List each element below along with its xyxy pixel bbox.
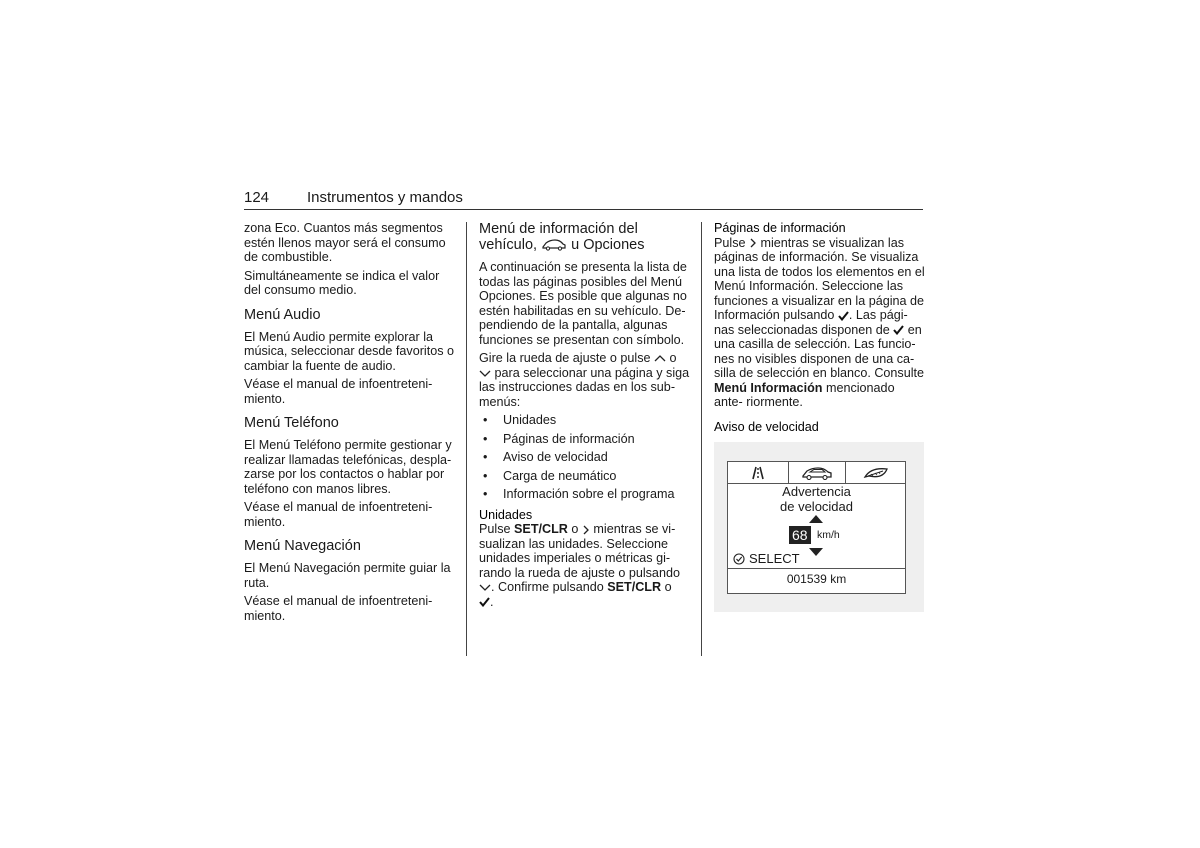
paragraph: El Menú Audio permite explorar la música, seleccionar desde favoritos o cambiar la fuente de audio. (244, 329, 454, 373)
paragraph: Gire la rueda de ajuste o pulse o para seleccionar una página y siga las instrucciones dadas en los sub- menús: (479, 351, 690, 409)
page-header (244, 189, 923, 210)
instrument-display (727, 461, 906, 594)
checkmark-icon (838, 311, 849, 321)
heading-info-pages: Páginas de información (714, 221, 846, 235)
paragraph: zona Eco. Cuantos más segmentos estén llenos mayor será el consumo de combustible. (244, 221, 446, 264)
heading-speed-warning: Aviso de velocidad (714, 419, 819, 434)
heading-units: Unidades (479, 507, 533, 522)
paragraph: Véase el manual de infoentreteni- miento. (244, 500, 433, 529)
column-middle (479, 221, 691, 613)
list-item: • Páginas de información (479, 432, 691, 447)
column-right (714, 221, 925, 434)
display-illustration (714, 442, 924, 612)
tab-vehicle (788, 462, 846, 483)
speed-unit: km/h (817, 529, 840, 541)
column-left (244, 221, 458, 627)
chevron-right-icon (749, 238, 757, 248)
list-item: • Carga de neumático (479, 469, 691, 484)
options-list (479, 413, 691, 502)
display-tabs (728, 462, 905, 484)
chevron-down-icon (479, 583, 491, 592)
road-icon (748, 466, 768, 480)
car-icon (541, 239, 567, 251)
page-number: 124 (244, 189, 270, 206)
list-item: • Unidades (479, 413, 691, 428)
chevron-right-icon (582, 525, 590, 535)
select-prompt: SELECT (733, 551, 800, 566)
tab-eco (846, 462, 905, 483)
list-item: • Información sobre el programa (479, 487, 691, 502)
column-divider (701, 222, 702, 656)
checkmark-icon (479, 597, 490, 607)
paragraph: Simultáneamente se indica el valor del consumo medio. (244, 268, 440, 297)
car-icon (800, 466, 834, 480)
paragraph: Véase el manual de infoentreteni- miento. (244, 377, 433, 406)
paragraph: El Menú Teléfono permite gestionar y realizar llamadas telefónicas, despla- zarse por los contactos o hablar por teléfono con manos libres. (244, 438, 452, 496)
checkmark-icon (893, 325, 904, 335)
chevron-up-icon (654, 354, 666, 363)
heading-navigation: Menú Navegación (244, 538, 361, 554)
check-circle-icon (733, 553, 745, 565)
list-item: • Aviso de velocidad (479, 450, 691, 465)
odometer: 001539 km (786, 572, 847, 586)
paragraph: Véase el manual de infoentreteni- miento. (244, 594, 433, 623)
paragraph: El Menú Navegación permite guiar la ruta. (244, 561, 451, 590)
leaf-icon (863, 466, 889, 480)
arrow-down-icon (809, 548, 823, 556)
display-title: Advertencia de velocidad (780, 484, 853, 514)
heading-audio: Menú Audio (244, 306, 321, 323)
paragraph: A continuación se presenta la lista de todas las páginas posibles del Menú Opciones. Es posible que algunas no estén habilitadas en su vehículo. De- pendiendo de la pantalla, algunas funciones se presentan con símbolo. (479, 260, 687, 347)
speed-value: 68 (789, 526, 811, 544)
heading-vehicle-info: Menú de información del vehículo, u Opciones (479, 221, 645, 253)
divider (728, 568, 905, 569)
heading-phone: Menú Teléfono (244, 415, 339, 431)
column-divider (466, 222, 467, 656)
arrow-up-icon (809, 515, 823, 523)
chevron-down-icon (479, 369, 491, 378)
tab-road (728, 462, 788, 483)
paragraph: Pulse SET/CLR o mientras se vi- sualizan las unidades. Seleccione unidades imperiales o métricas gi- rando la rueda de ajuste o pulsando . Confirme pulsando SET/CLR o . (479, 522, 680, 609)
section-title: Instrumentos y mandos (307, 189, 463, 206)
paragraph: Pulse mientras se visualizan las páginas de información. Se visualiza una lista de todos los elementos en el Menú Información. Seleccione las funciones a visualizar en la página de Información pulsando . Las pági- nas seleccionadas disponen de en una casilla de selección. Las funcio- nes no visibles disponen de una ca- silla de selección en blanco. Consulte Menú Información mencionado ante- riormente. (714, 235, 925, 409)
